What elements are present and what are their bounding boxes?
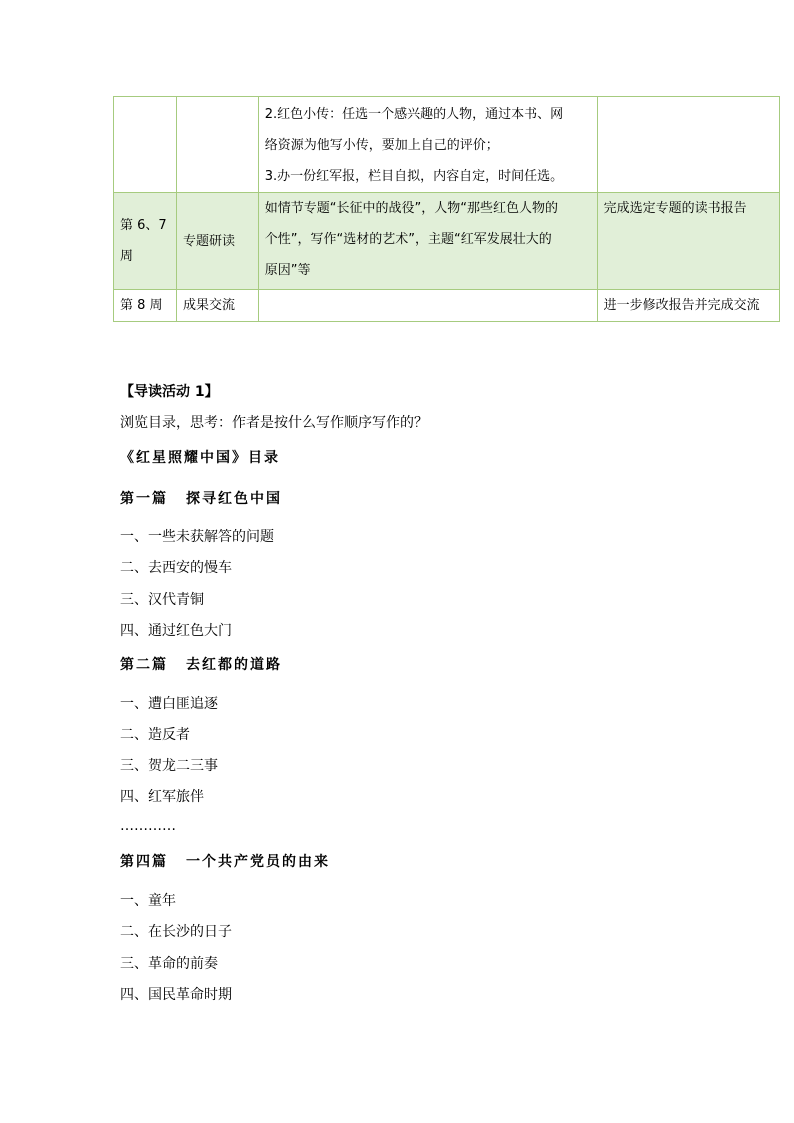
part-title: 探寻红色中国: [186, 491, 282, 507]
part-number: 第四篇: [120, 854, 168, 870]
description-line: 络资源为他写小传，要加上自己的评价；: [264, 138, 499, 153]
description-line: 个性”，写作“选材的艺术”，主题“红军发展壮大的: [264, 232, 552, 247]
week-cell: [114, 97, 177, 193]
week-line: 周: [120, 249, 134, 264]
part-heading: [120, 655, 282, 675]
topic-cell: 专题研读: [176, 193, 258, 290]
table-row: [114, 193, 780, 290]
toc-item: 四、国民革命时期: [120, 987, 232, 1003]
part-number: 第二篇: [120, 657, 168, 673]
description-line: 2.红色小传：任选一个感兴趣的人物，通过本书、网: [264, 107, 564, 122]
toc-item: 一、童年: [120, 893, 176, 909]
table-row: [114, 290, 780, 322]
toc-item: 二、在长沙的日子: [120, 924, 232, 940]
ellipsis: …………: [120, 818, 176, 834]
week-cell: [114, 193, 177, 290]
toc-item: 一、遭白匪追逐: [120, 696, 218, 712]
description-line: 如情节专题“长征中的战役”，人物“那些红色人物的: [264, 201, 558, 216]
toc-title: 《红星照耀中国》目录: [120, 450, 280, 466]
part-heading: [120, 852, 330, 872]
description-line: 3.办一份红军报，栏目自拟，内容自定，时间任选。: [264, 169, 564, 184]
topic-cell: 成果交流: [176, 290, 258, 322]
activity-question: 浏览目录，思考：作者是按什么写作顺序写作的？: [120, 415, 428, 431]
reading-plan-table: [113, 96, 780, 322]
task-cell: [597, 97, 779, 193]
week-line: 第 6、7: [120, 218, 167, 233]
toc-item: 三、汉代青铜: [120, 592, 204, 608]
description-cell: [258, 290, 597, 322]
description-line: 原因”等: [264, 263, 311, 278]
toc-item: 三、革命的前奏: [120, 956, 218, 972]
activity-heading: 【导读活动 1】: [120, 384, 219, 400]
description-cell: [258, 193, 597, 290]
topic-cell: [176, 97, 258, 193]
part-number: 第一篇: [120, 491, 168, 507]
part-title: 一个共产党员的由来: [186, 854, 330, 870]
table-row: [114, 97, 780, 193]
task-cell: 进一步修改报告并完成交流: [597, 290, 779, 322]
toc-item: 二、去西安的慢车: [120, 560, 232, 576]
toc-item: 四、红军旅伴: [120, 789, 204, 805]
part-heading: [120, 489, 282, 509]
task-cell: 完成选定专题的读书报告: [597, 193, 779, 290]
part-title: 去红都的道路: [186, 657, 282, 673]
toc-item: 三、贺龙二三事: [120, 758, 218, 774]
toc-item: 二、造反者: [120, 727, 190, 743]
toc-item: 四、通过红色大门: [120, 623, 232, 639]
week-cell: 第 8 周: [114, 290, 177, 322]
description-cell: [258, 97, 597, 193]
toc-item: 一、一些未获解答的问题: [120, 529, 274, 545]
